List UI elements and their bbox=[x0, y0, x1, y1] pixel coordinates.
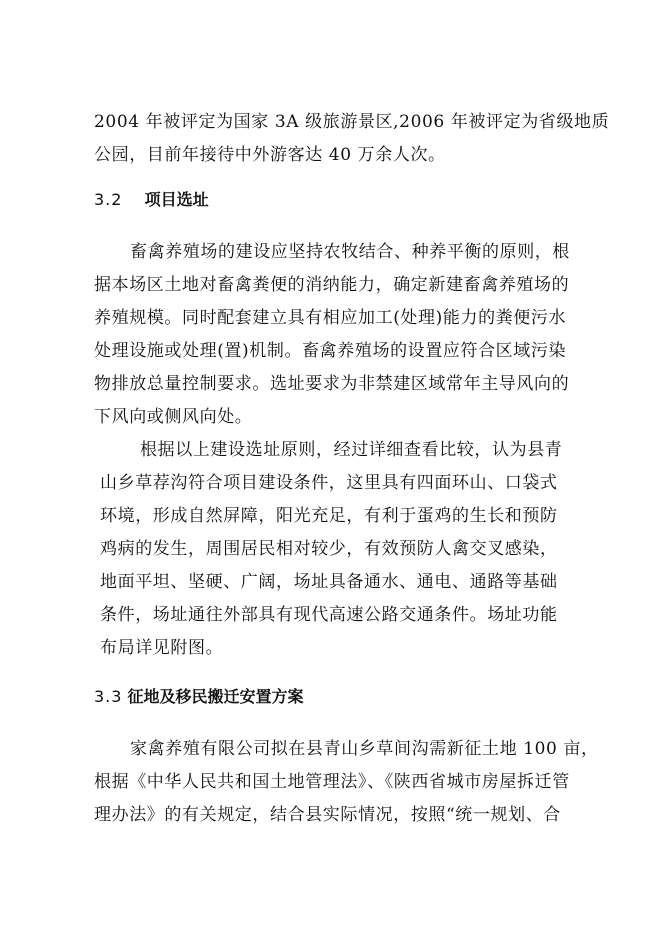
paragraph-site-choice bbox=[100, 434, 580, 665]
paragraph-site-principle bbox=[94, 236, 584, 434]
text-line: 2004 年被评定为国家 3A 级旅游景区,2006 年被评定为省级地质 bbox=[94, 112, 610, 132]
text-line: 养殖规模。同时配套建立具有相应加工(处理)能力的粪便污水 bbox=[94, 308, 567, 328]
section-heading-3-2 bbox=[94, 189, 209, 211]
text-line: 地面平坦、坚硬、广阔，场址具备通水、通电、通路等基础 bbox=[100, 572, 558, 592]
section-title: 项目选址 bbox=[144, 190, 209, 209]
text-line: 处理设施或处理(置)机制。畜禽养殖场的设置应符合区域污染 bbox=[94, 341, 567, 361]
section-heading-3-3 bbox=[94, 686, 304, 708]
text-line: 布局详见附图。 bbox=[100, 638, 224, 658]
text-line: 条件，场址通往外部具有现代高速公路交通条件。场址功能 bbox=[100, 605, 558, 625]
paragraph-tourism bbox=[94, 106, 610, 172]
text-line: 环境，形成自然屏障，阳光充足，有利于蛋鸡的生长和预防 bbox=[100, 506, 558, 526]
section-number: 3.2 bbox=[94, 190, 123, 209]
text-line: 畜禽养殖场的建设应坚持农牧结合、种养平衡的原则，根 bbox=[130, 242, 570, 262]
text-line: 公园，目前年接待中外游客达 40 万余人次。 bbox=[94, 145, 446, 165]
paragraph-land-acquisition bbox=[94, 733, 599, 832]
text-line: 根据《中华人民共和国土地管理法》、《陕西省城市房屋拆迁管 bbox=[94, 772, 570, 792]
text-line: 根据以上建设选址原则，经过详细查看比较，认为县青 bbox=[140, 440, 563, 460]
text-line: 物排放总量控制要求。选址要求为非禁建区域常年主导风向的 bbox=[94, 374, 570, 394]
text-line: 理办法》的有关规定，结合县实际情况，按照“统一规划、合 bbox=[94, 805, 561, 825]
section-title: 征地及移民搬迁安置方案 bbox=[127, 687, 304, 706]
text-line: 下风向或侧风向处。 bbox=[94, 407, 253, 427]
text-line: 鸡病的发生，周围居民相对较少，有效预防人禽交叉感染， bbox=[100, 539, 558, 559]
text-line: 家禽养殖有限公司拟在县青山乡草间沟需新征土地 100 亩， bbox=[130, 739, 599, 759]
text-line: 山乡草荐沟符合项目建设条件，这里具有四面环山、口袋式 bbox=[100, 473, 558, 493]
section-number: 3.3 bbox=[94, 687, 123, 706]
text-line: 据本场区土地对畜禽粪便的消纳能力，确定新建畜禽养殖场的 bbox=[94, 275, 570, 295]
